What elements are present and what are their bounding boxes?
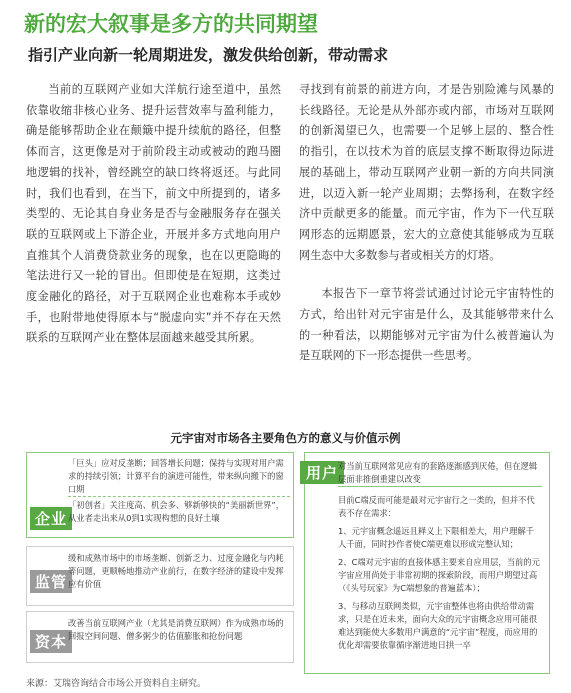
role-item: 「初创者」关注度高、机会多、够新够快的“美丽新世界”，从业者走出来从0到1实现构想的良好土壤 [68, 500, 285, 523]
role-divider [68, 496, 290, 497]
left-column [26, 80, 281, 349]
role-label-enterprise: 企业 [30, 507, 72, 530]
role-item: 1、元宇宙概念遥远且释义上下限相差大，用户理解千人千面，同时抄作者使C端更难以形成完整认知； [338, 526, 535, 549]
role-text-enterprise [68, 457, 290, 525]
role-text-regulator [68, 552, 290, 591]
body-paragraph: 本报告下一章节将尝试通过讨论元宇宙特性的方式，给出针对元宇宙是什么，及其能够带来什么的一种看法，以期能够对元宇宙为什么被普遍认为是互联网的下一形态提供一些思考。 [299, 287, 554, 363]
role-item: 「巨头」应对反垄断；回答增长问题；保持与实现对用户需求的持续引领；计算平台的演进可能性，带来纵向搬下的窗口期 [68, 458, 284, 494]
role-item: 缓和成熟市场中的市场垄断、创新乏力、过度金融化与内耗等问题，更顺畅地推动产业前行，在数字经济的建设中发挥应有价值 [68, 553, 284, 589]
page-title: 新的宏大叙事是多方的共同期望 [24, 12, 318, 36]
role-text-user [338, 460, 542, 652]
figure-title: 元宇宙对市场各主要角色方的意义与价值示例 [170, 431, 401, 445]
role-item: 对当前互联网常见应有的套路逐渐感到厌倦，但在逻辑层面非推倒重建以改变 [338, 461, 538, 484]
role-item: 3、与移动互联网类似，元宇宙整体也将由供给带动需求，只是在近未来，面向大众的元宇宙概念应用可能很难达到能使大多数用户满意的“元宇宙”程度，而应用的优化却需要依靠循序渐进地日拱一卒 [338, 601, 538, 650]
role-label-user: 用户 [300, 461, 344, 484]
role-label-regulator: 监管 [30, 570, 72, 593]
body-paragraph: 当前的互联网产业如大洋航行途至道中，虽然依靠收缩非核心业务、提升运营效率与盈利能力，确是能够帮助企业在颠簸中提升续航的路径，但整体而言，这更像是对于前阶段主动或被动的跑马圈地逻辑的找补，曾经跳空的缺口终将返还。与此同时，我们也看到，在当下，前文中所提到的，诸多类型的、无论其自身业务是否与金融服务存在强关联的互联网或上下游企业，开展并多方式地向用户直推其个人消费贷款业务的现象，也在以更隐晦的笔法进行又一轮的冒出。但即使是在短期，这类过度金融化的路径，对于互联网企业也难称本手或妙手，也附带地使得原本与“脱虚向实”并不存在天然联系的互联网产业在整体层面越来越受其所累。 [26, 83, 281, 345]
role-text-capital [68, 617, 290, 643]
role-item: 改善当前互联网产业（尤其是消费互联网）作为成熟市场的回报空间问题、僧多粥少的估值膨胀和抢份问题 [68, 618, 284, 641]
right-column [299, 80, 554, 367]
body-paragraph: 寻找到有前景的前进方向，才是告别险滩与风暴的长线路径。无论是从外部亦或内部，市场对互联网的创新渴望已久，也需要一个足够上层的、整合性的指引，在以技术为首的底层支撑不断取得边际进展的基础上，带动互联网产业朝一新的方向共同演进，以迈入新一轮产业周期；去弊扬利，在数字经济中贡献更多的能量。而元宇宙，作为下一代互联网形态的远期愿景，宏大的立意使其能够成为互联网生态中大多数参与者或相关方的灯塔。 [299, 83, 554, 262]
page-subtitle: 指引产业向新一轮周期进发，激发供给创新，带动需求 [28, 46, 389, 64]
role-label-capital: 资本 [30, 630, 72, 653]
role-divider [338, 486, 542, 487]
source-note: 来源：艾瑞咨询结合市场公开资料自主研究。 [26, 679, 207, 689]
role-item: 目前C端反而可能是最对元宇宙行之一类的，但并不代表不存在需求： [338, 495, 535, 518]
role-item: 2、C端对元宇宙的直接体感主要来自应用层，当前的元宇宙应用尚处于非常初期的探索阶段，而用户期望过高（《头号玩家》为C端想象的普遍蓝本）； [338, 557, 540, 593]
